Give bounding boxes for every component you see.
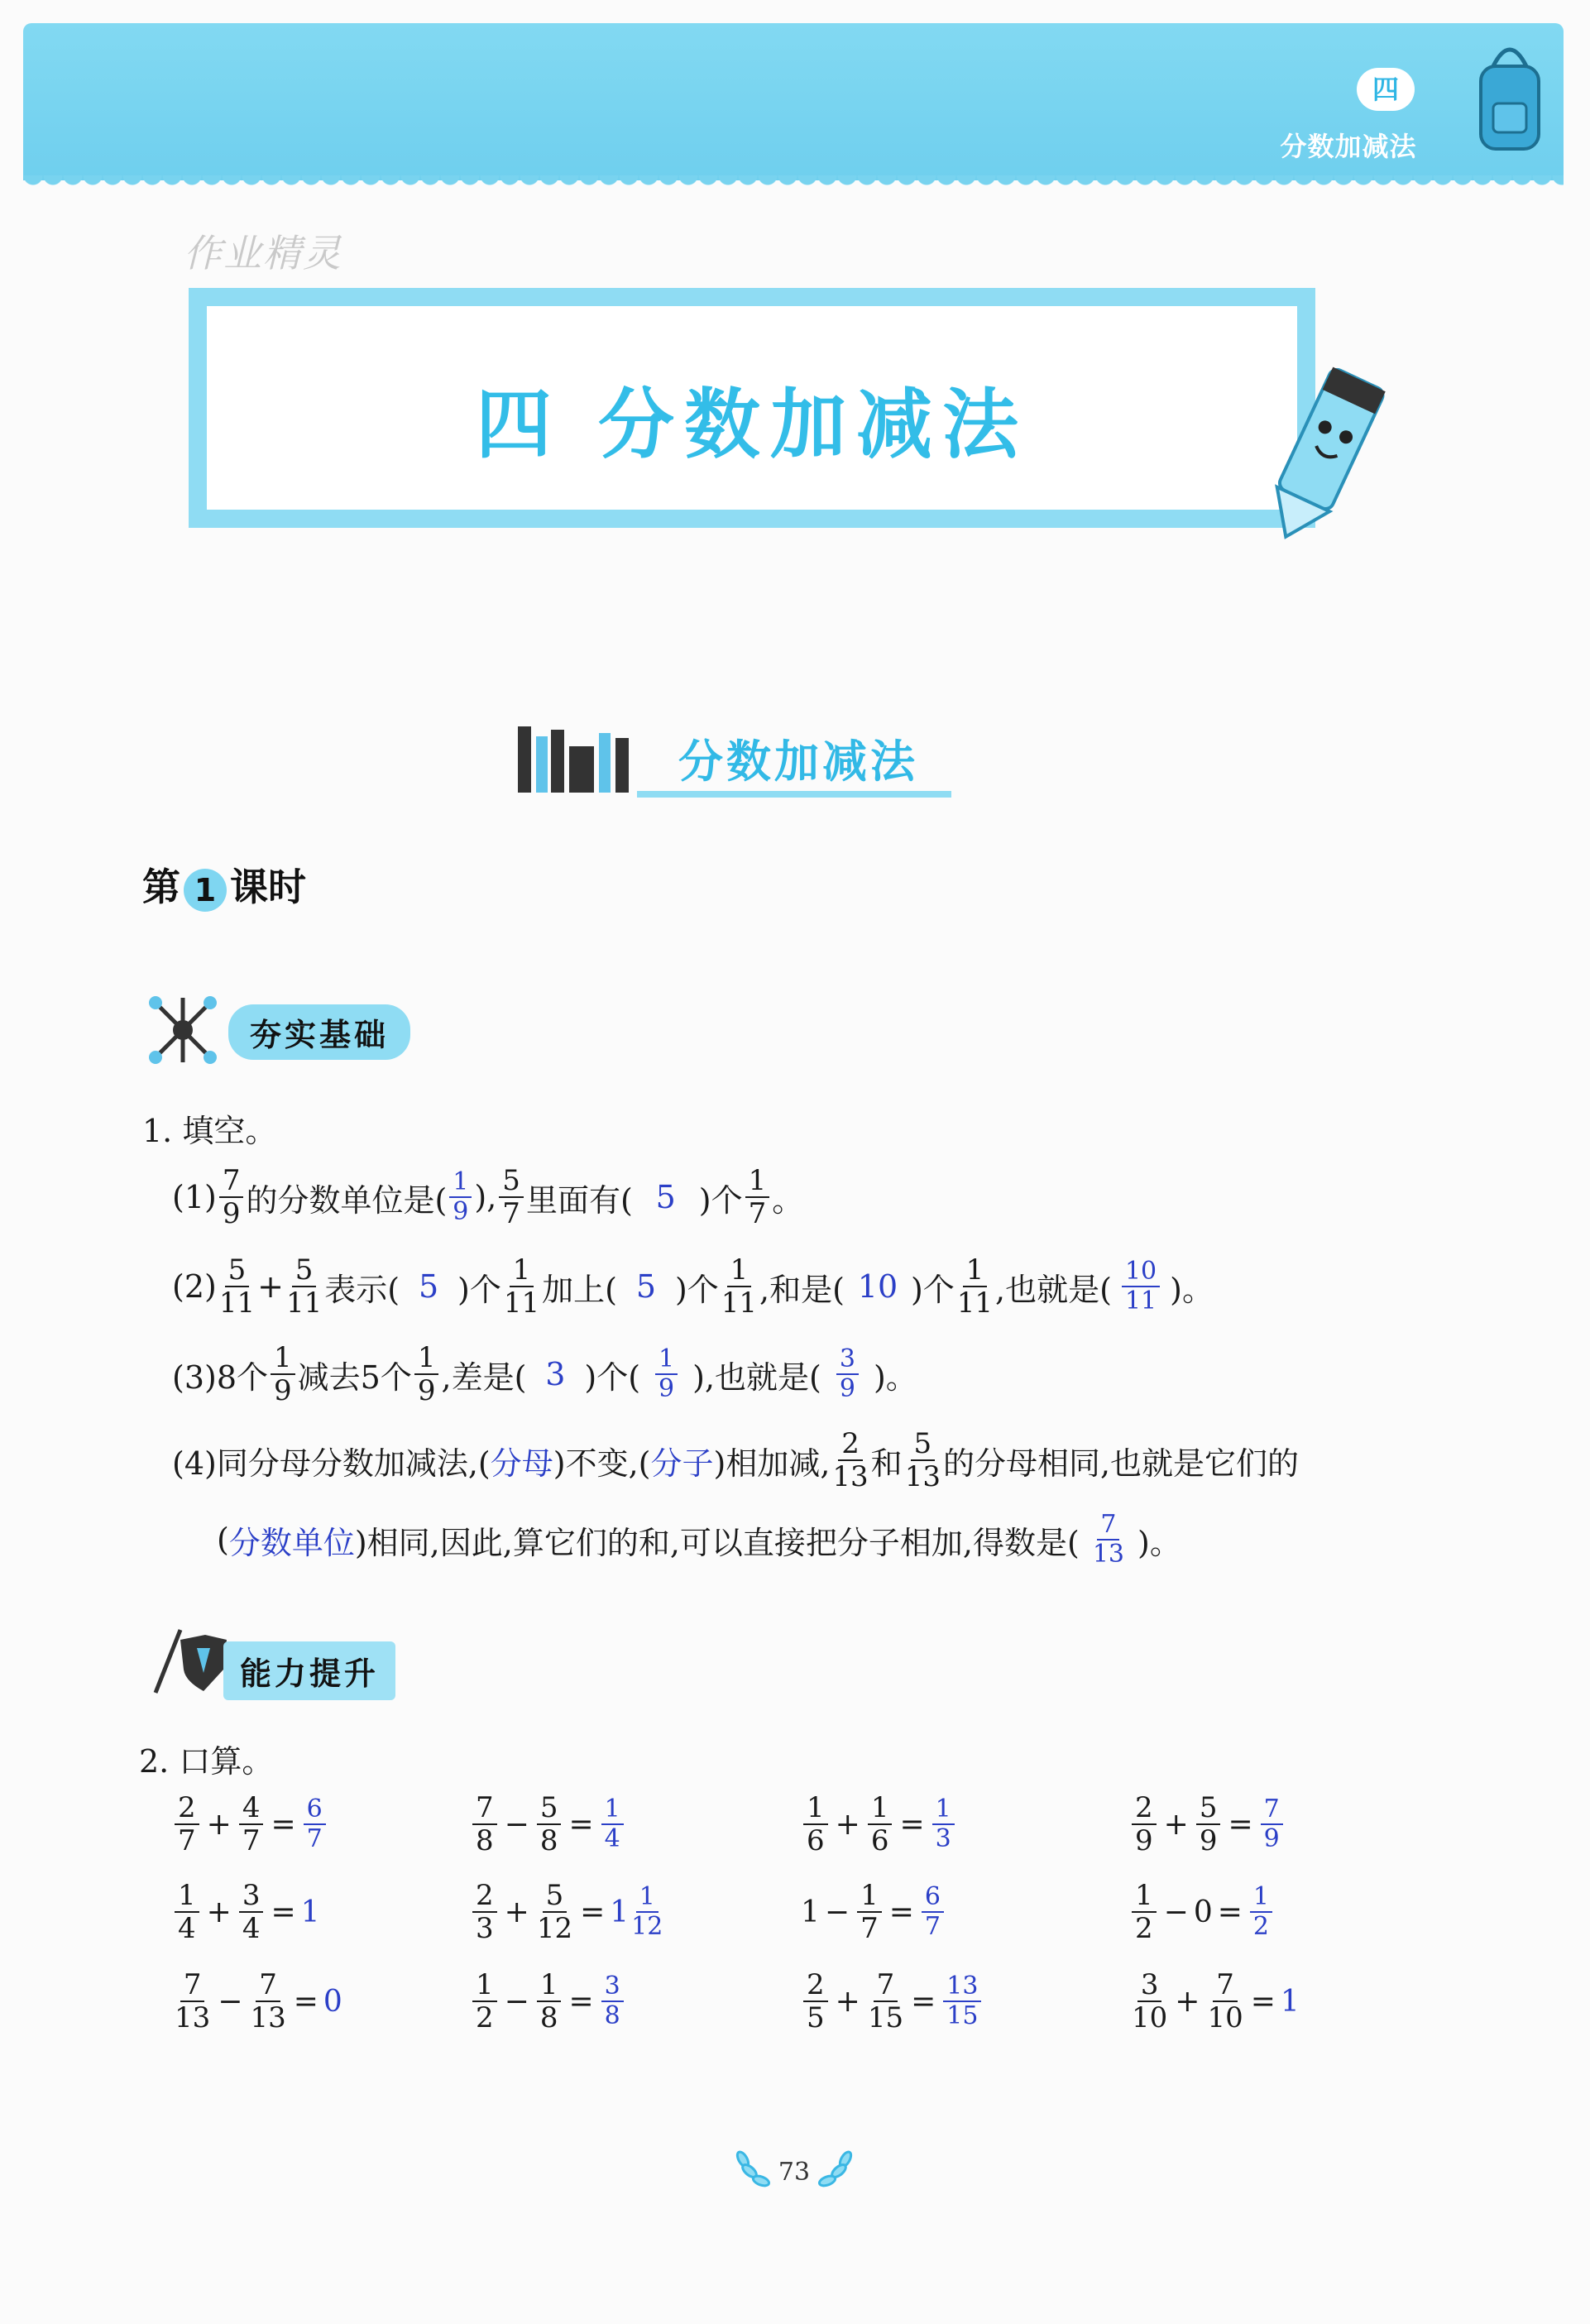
numerator: 1 <box>472 1971 497 2002</box>
q1p4-text: ( <box>217 1521 229 1558</box>
q1p1-text: ), <box>474 1179 497 1215</box>
operator: + <box>1175 1984 1200 2019</box>
numerator: 5 <box>537 1794 562 1825</box>
numerator: 5 <box>543 1881 568 1913</box>
operator: + <box>206 1807 232 1842</box>
answer-fraction: $\frac{1}{9}$ <box>449 1170 472 1224</box>
denominator: 15 <box>867 2001 904 2034</box>
numerator: 1 <box>1132 1881 1157 1913</box>
denominator: 8 <box>539 1824 558 1857</box>
q1p4-label: (4)同分母分数加减法,( <box>172 1445 491 1482</box>
numerator: 1 <box>868 1794 893 1825</box>
fraction <box>537 1881 572 1943</box>
fraction: $\frac{1}{7}$ <box>745 1167 770 1228</box>
denominator: 9 <box>1199 1824 1218 1857</box>
equals-sign: = <box>271 1895 296 1929</box>
answer-blank: 分母 <box>490 1445 553 1482</box>
fraction: $\frac{1}{11}$ <box>956 1253 994 1320</box>
denominator: 7 <box>242 1824 261 1857</box>
denominator: 8 <box>476 1824 494 1857</box>
numerator: 1 <box>803 1794 828 1825</box>
denominator: 10 <box>1132 2001 1168 2034</box>
books-icon <box>513 721 645 796</box>
numerator: 7 <box>1213 1971 1238 2002</box>
fraction: $\frac{5}{13}$ <box>904 1427 941 1493</box>
q2-title: 2. 口算。 <box>139 1743 274 1780</box>
numerator: 1 <box>1250 1885 1272 1913</box>
numerator: 7 <box>874 1971 898 2002</box>
equals-sign: = <box>271 1807 296 1842</box>
fraction <box>867 1968 904 2034</box>
operator: − <box>824 1895 850 1929</box>
q1p4-text: 的分母相同,也就是它们的 <box>942 1445 1300 1482</box>
numerator: 13 <box>943 1974 981 2002</box>
header-chapter-name: 分数加减法 <box>1280 131 1417 162</box>
lesson-suffix: 课时 <box>230 865 306 909</box>
numerator: 5 <box>1196 1794 1221 1825</box>
answer-fraction <box>1250 1882 1272 1941</box>
numerator: 1 <box>175 1881 199 1913</box>
fraction: $\frac{5}{11}$ <box>285 1253 323 1320</box>
fraction <box>175 1881 199 1943</box>
numerator: 4 <box>239 1794 264 1825</box>
answer-blank: 5 <box>635 1268 657 1305</box>
q1p3-text: )个( <box>584 1358 641 1396</box>
numerator: 1 <box>601 1797 624 1825</box>
calc-item <box>1129 1881 1275 1943</box>
fraction <box>472 1791 497 1857</box>
fraction: $\frac{7}{9}$ <box>219 1167 244 1228</box>
q1p2-text: ,也就是( <box>995 1271 1112 1308</box>
q1p1-text: 的分数单位是( <box>246 1181 448 1219</box>
q1p2-text: )个 <box>674 1271 719 1308</box>
denominator: 5 <box>807 2001 825 2034</box>
denominator: 9 <box>1263 1824 1280 1853</box>
denominator: 4 <box>178 1912 196 1945</box>
pencil-mascot-icon <box>1249 339 1406 554</box>
section-underline <box>637 791 951 798</box>
fraction <box>1207 1968 1243 2034</box>
numerator: 1 <box>636 1885 659 1913</box>
denominator: 12 <box>536 1912 573 1945</box>
calc-item <box>801 1881 946 1943</box>
numerator: 2 <box>1132 1794 1157 1825</box>
lesson-number-badge: 1 <box>184 869 227 912</box>
answer-fraction: $\frac{10}{11}$ <box>1122 1259 1160 1314</box>
shield-icon <box>147 1623 230 1698</box>
numerator: 7 <box>1261 1797 1283 1825</box>
q1-part1 <box>172 1164 804 1230</box>
answer-blank: 分子 <box>650 1445 714 1482</box>
denominator: 12 <box>631 1912 663 1941</box>
denominator: 2 <box>1135 1912 1153 1945</box>
calc-item <box>172 1968 342 2034</box>
answer-value: 1 <box>300 1895 320 1929</box>
calc-item <box>470 1968 626 2034</box>
q1p1-text: )个 <box>698 1181 743 1219</box>
q1p2-text: )个 <box>910 1271 955 1308</box>
q1p2-text: ,和是( <box>759 1271 845 1308</box>
answer-fraction <box>1261 1797 1283 1852</box>
denominator: 7 <box>860 1912 879 1945</box>
fraction <box>803 1968 828 2034</box>
chapter-badge: 四 <box>1357 68 1415 111</box>
q1-part4 <box>172 1427 1300 1493</box>
numerator: 6 <box>304 1797 326 1825</box>
equals-sign: = <box>1250 1984 1276 2019</box>
q1p3-text: ,差是( <box>441 1358 527 1396</box>
numerator: 1 <box>932 1797 955 1825</box>
fraction: $\frac{5}{11}$ <box>218 1253 256 1320</box>
fraction <box>868 1791 893 1857</box>
fraction <box>472 1968 497 2034</box>
fraction <box>175 1791 199 1857</box>
denominator: 10 <box>1207 2001 1243 2034</box>
calc-item <box>801 1791 957 1857</box>
watermark: 作业精灵 <box>184 231 342 276</box>
answer-blank: 3 <box>545 1356 566 1392</box>
denominator: 6 <box>807 1824 825 1857</box>
network-icon <box>146 993 220 1067</box>
fraction: $\frac{1}{11}$ <box>503 1253 540 1320</box>
answer-fraction: $\frac{1}{9}$ <box>655 1347 678 1402</box>
operator: + <box>504 1895 529 1929</box>
denominator: 7 <box>306 1824 323 1853</box>
equals-sign: = <box>580 1895 606 1929</box>
equals-sign: = <box>568 1807 594 1842</box>
denominator: 2 <box>476 2001 494 2034</box>
chapter-title: 四 分数加减法 <box>475 381 1029 469</box>
answer-blank: 10 <box>857 1268 898 1305</box>
answer-fraction <box>922 1882 944 1941</box>
numerator: 7 <box>472 1794 497 1825</box>
operator: − <box>1163 1895 1189 1929</box>
answer-fraction <box>932 1797 955 1852</box>
q1-part2 <box>172 1253 1214 1320</box>
whole-number: 0 <box>1193 1895 1213 1929</box>
denominator: 2 <box>1252 1912 1269 1941</box>
fraction <box>1132 1968 1168 2034</box>
calc-item <box>1129 1791 1286 1857</box>
numerator: 7 <box>180 1971 205 2002</box>
whole-number: 1 <box>801 1895 820 1929</box>
calc-item <box>172 1881 320 1943</box>
denominator: 4 <box>604 1824 620 1853</box>
denominator: 13 <box>250 2001 286 2034</box>
denominator: 6 <box>870 1824 889 1857</box>
q1p1-text: 。 <box>772 1181 804 1219</box>
q1-title: 1. 填空。 <box>142 1113 277 1149</box>
fraction <box>250 1968 286 2034</box>
numerator: 7 <box>256 1971 280 2002</box>
fraction <box>537 1791 562 1857</box>
q1p3-text: ),也就是( <box>692 1358 821 1396</box>
answer-fraction: $\frac{7}{13}$ <box>1092 1510 1125 1569</box>
answer-fraction <box>631 1882 663 1941</box>
fraction <box>1196 1791 1221 1857</box>
header-scallop-border <box>23 175 1564 194</box>
numerator: 2 <box>803 1971 828 2002</box>
operator: + <box>206 1895 232 1929</box>
numerator: 3 <box>601 1974 624 2002</box>
denominator: 8 <box>604 2001 620 2030</box>
plus-sign: + <box>257 1268 284 1305</box>
calc-item <box>470 1791 626 1857</box>
tag-advance: 能力提升 <box>223 1641 395 1700</box>
denominator: 9 <box>1135 1824 1153 1857</box>
equals-sign: = <box>888 1895 914 1929</box>
q1p3-text: )。 <box>873 1358 917 1396</box>
q1p2-text: )。 <box>1170 1271 1214 1308</box>
fraction <box>239 1791 264 1857</box>
lesson-prefix: 第 <box>142 865 180 909</box>
answer-blank: 5 <box>418 1268 439 1305</box>
fraction <box>803 1791 828 1857</box>
calc-item <box>801 1968 984 2034</box>
denominator: 8 <box>539 2001 558 2034</box>
q1p3-text: 减去5个 <box>297 1358 412 1396</box>
q1p2-text: 表示( <box>324 1271 400 1308</box>
operator: − <box>218 1984 243 2019</box>
q1p1-label: (1) <box>172 1179 217 1215</box>
q1-part4-line2 <box>217 1512 1181 1567</box>
fraction <box>472 1881 497 1943</box>
q1-part3 <box>172 1341 917 1407</box>
equals-sign: = <box>911 1984 936 2019</box>
answer-fraction <box>601 1974 624 2029</box>
lesson-heading <box>142 857 306 912</box>
answer-fraction <box>943 1974 981 2029</box>
numerator: 2 <box>472 1881 497 1913</box>
answer-fraction: $\frac{3}{9}$ <box>836 1347 859 1402</box>
equals-sign: = <box>1228 1807 1253 1842</box>
q1p1-text: 里面有( <box>525 1181 633 1219</box>
q1p2-label: (2) <box>172 1268 217 1305</box>
page-number: 73 <box>778 2158 811 2187</box>
numerator: 3 <box>239 1881 264 1913</box>
equals-sign: = <box>899 1807 925 1842</box>
q1p4-text: )不变,( <box>553 1445 651 1482</box>
operator: − <box>504 1807 529 1842</box>
answer-blank: 5 <box>655 1179 676 1215</box>
q1p2-text: 加上( <box>542 1271 617 1308</box>
answer-value: 1 <box>1280 1984 1300 2019</box>
numerator: 2 <box>175 1794 199 1825</box>
calc-item <box>470 1881 665 1943</box>
denominator: 3 <box>935 1824 951 1853</box>
fraction <box>1132 1791 1157 1857</box>
equals-sign: = <box>293 1984 318 2019</box>
fraction <box>1132 1881 1157 1943</box>
denominator: 7 <box>178 1824 196 1857</box>
fraction: $\frac{1}{9}$ <box>271 1344 295 1405</box>
calc-item <box>172 1791 328 1857</box>
operator: + <box>835 1984 860 2019</box>
answer-whole: 1 <box>610 1895 630 1929</box>
answer-blank: 分数单位 <box>228 1524 355 1561</box>
denominator: 4 <box>242 1912 261 1945</box>
operator: + <box>1163 1807 1189 1842</box>
fraction: $\frac{2}{13}$ <box>832 1427 869 1493</box>
fraction: $\frac{1}{9}$ <box>414 1344 439 1405</box>
q1p4-text: )相同,因此,算它们的和,可以直接把分子相加,得数是( <box>354 1524 1080 1561</box>
equals-sign: = <box>568 1984 594 2019</box>
q1p4-text: )相加减, <box>713 1445 831 1482</box>
fraction: $\frac{5}{7}$ <box>499 1167 524 1228</box>
q1p4-text: 和 <box>870 1445 903 1482</box>
fraction <box>537 1968 562 2034</box>
tag-basic: 夯实基础 <box>228 1004 410 1060</box>
denominator: 7 <box>924 1912 941 1941</box>
fraction <box>857 1881 882 1943</box>
calc-item <box>1129 1968 1300 2034</box>
numerator: 3 <box>1137 1971 1162 2002</box>
answer-fraction <box>601 1797 624 1852</box>
section-title: 分数加减法 <box>678 736 918 788</box>
operator: + <box>835 1807 860 1842</box>
denominator: 3 <box>476 1912 494 1945</box>
backpack-icon <box>1464 25 1555 165</box>
numerator: 1 <box>537 1971 562 2002</box>
fraction <box>239 1881 264 1943</box>
q1p3-label: (3)8个 <box>172 1358 269 1396</box>
numerator: 6 <box>922 1885 944 1913</box>
denominator: 15 <box>946 2001 979 2030</box>
equals-sign: = <box>1217 1895 1243 1929</box>
q1p2-text: )个 <box>457 1271 501 1308</box>
fraction: $\frac{1}{11}$ <box>721 1253 758 1320</box>
fraction <box>175 1968 211 2034</box>
q1p4-text: )。 <box>1137 1524 1181 1561</box>
operator: − <box>504 1984 529 2019</box>
answer-fraction <box>304 1797 326 1852</box>
answer-value: 0 <box>323 1984 342 2019</box>
numerator: 1 <box>857 1881 882 1913</box>
denominator: 13 <box>175 2001 211 2034</box>
